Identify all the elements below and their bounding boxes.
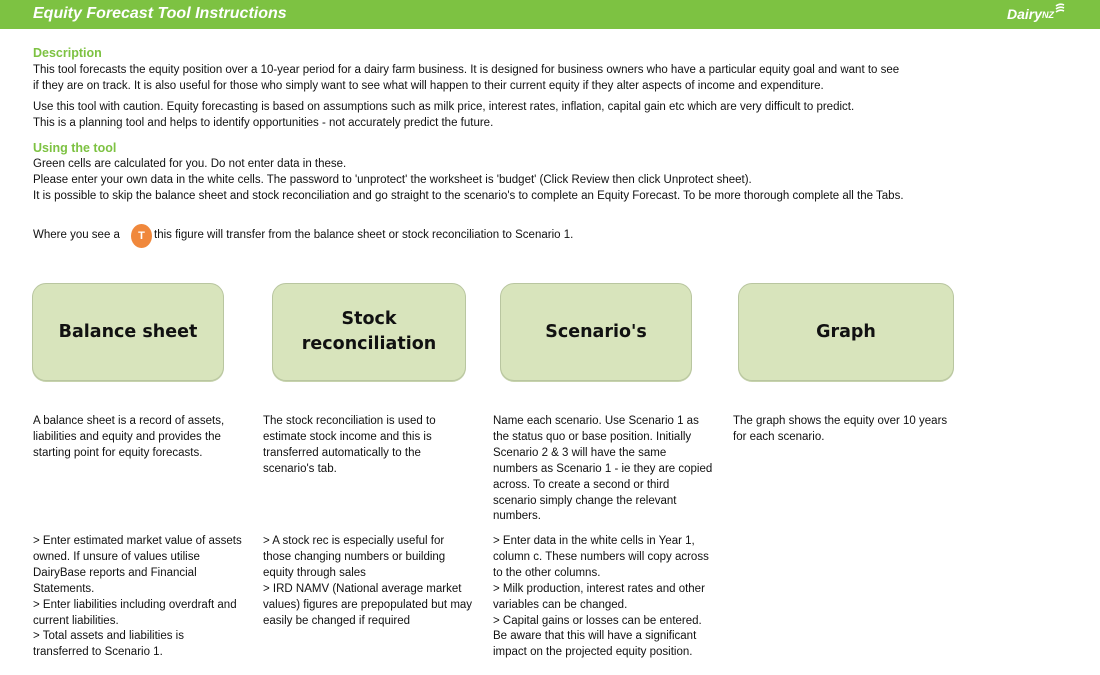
description-line-4: This is a planning tool and helps to identify opportunities - not accurately predict the future. (33, 117, 494, 129)
balance-sheet-intro: A balance sheet is a record of assets, liabilities and equity and provides the starting point for equity forecasts. (33, 415, 225, 459)
graph-intro: The graph shows the equity over 10 years for each scenario. (733, 415, 948, 443)
scenarios-intro: Name each scenario. Use Scenario 1 as the status quo or base position. Initially Scenario 2 & 3 will have the same numbers as Scenario 1 - ie they are copied across. To create a second or third scenario simply change the relevant numbers. (493, 415, 713, 523)
title-bar (0, 0, 1100, 29)
using-line-1: Green cells are calculated for you. Do not enter data in these. (33, 158, 347, 170)
description-line-1: This tool forecasts the equity position over a 10-year period for a dairy farm business. It is designed for business owners who have a particular equity goal and want to see (33, 64, 900, 76)
stock-rec-notes: > A stock rec is especially useful for those changing numbers or building equity through sales > IRD NAMV (National average market values) figures are prepopulated but may easily be changed if required (263, 535, 473, 627)
card-label: Scenario's (545, 321, 647, 342)
scenarios-button[interactable] (500, 283, 692, 381)
description-heading: Description (33, 46, 102, 60)
using-line-3: It is possible to skip the balance sheet and stock reconciliation and go straight to the scenario's to complete an Equity Forecast. To be more thorough complete all the Tabs. (33, 190, 904, 202)
transfer-text-before: Where you see a (33, 229, 120, 241)
card-label-line-1: Stock (341, 309, 397, 329)
using-line-2: Please enter your own data in the white cells. The password to 'unprotect' the worksheet is 'budget' (Click Review then click Unprotect sheet). (33, 174, 752, 186)
description-line-2: if they are on track. It is also useful for those who simply want to see what will happen to their current equity if they alter aspects of income and expenditure. (33, 80, 824, 92)
logo-text: Dairy (1006, 6, 1042, 22)
description-line-3: Use this tool with caution. Equity forecasting is based on assumptions such as milk price, interest rates, inflation, capital gain etc which are very difficult to predict. (33, 101, 855, 113)
stock-reconciliation-button[interactable] (272, 283, 466, 381)
card-label-line-2: reconciliation (301, 334, 437, 354)
stock-rec-intro: The stock reconciliation is used to estimate stock income and this is transferred automatically to the scenario's tab. (263, 415, 436, 475)
card-label: Balance sheet (58, 321, 198, 342)
dairynz-logo (1007, 6, 1054, 22)
using-heading: Using the tool (33, 141, 117, 155)
balance-sheet-notes: > Enter estimated market value of assets owned. If unsure of values utilise DairyBase reports and Financial Statements. > Enter liabilities including overdraft and current liabilities. > Total assets and liabilities is transferred to Scenario 1. (33, 535, 242, 659)
scenarios-notes: > Enter data in the white cells in Year 1, column c. These numbers will copy across to the other columns. > Milk production, interest rates and other variables can be changed. > Capital gains or losses can be entered. Be aware that this will have a significant impact on the projected equity position. (493, 535, 709, 659)
graph-button[interactable] (738, 283, 954, 381)
transfer-text-after: this figure will transfer from the balance sheet or stock reconciliation to Scenario 1. (154, 229, 574, 241)
logo-suffix: NZ (1042, 10, 1054, 20)
card-label: Graph (816, 321, 876, 342)
dairynz-wave-icon (1055, 3, 1065, 15)
transfer-badge: T (131, 224, 152, 248)
balance-sheet-button[interactable] (32, 283, 224, 381)
page-title: Equity Forecast Tool Instructions (33, 5, 287, 22)
